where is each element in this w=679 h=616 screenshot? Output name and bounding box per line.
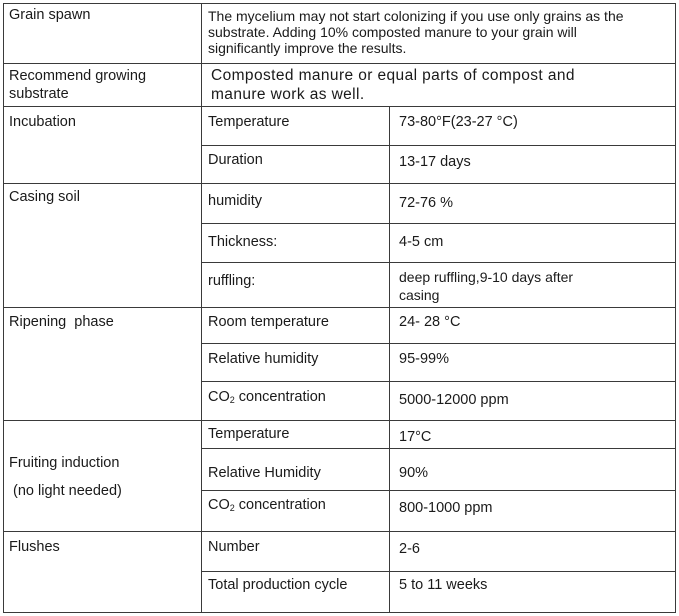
param-name: Temperature — [208, 426, 290, 442]
rule — [201, 381, 676, 382]
param-name: Relative Humidity — [208, 465, 321, 481]
rule — [3, 106, 676, 107]
param-name: Temperature — [208, 114, 290, 130]
substrate-text-line: manure work as well. — [211, 86, 365, 103]
param-value: 13-17 days — [399, 154, 471, 170]
param-name: ruffling: — [208, 273, 256, 289]
param-value: deep ruffling,9-10 days after — [399, 269, 574, 285]
substrate-text-line: Composted manure or equal parts of compost and — [211, 67, 575, 84]
rule-left — [3, 3, 4, 613]
param-value: 800-1000 ppm — [399, 500, 493, 516]
rule — [3, 531, 676, 532]
grain-spawn-text-line: substrate. Adding 10% composted manure to your grain will — [208, 24, 577, 40]
rule — [201, 223, 676, 224]
rule — [201, 571, 676, 572]
param-value: 95-99% — [399, 351, 449, 367]
param-value: 17°C — [399, 429, 432, 445]
row-label-grain-spawn: Grain spawn — [9, 7, 91, 23]
row-label-substrate: Recommend growing — [9, 68, 147, 84]
grain-spawn-text-line: The mycelium may not start colonizing if you use only grains as the — [208, 8, 624, 24]
param-value: 5000-12000 ppm — [399, 392, 509, 408]
rule-top — [3, 3, 676, 4]
param-name: Duration — [208, 152, 263, 168]
param-value: casing — [399, 287, 440, 303]
rule — [3, 307, 676, 308]
rule — [3, 183, 676, 184]
row-label-casing-soil: Casing soil — [9, 189, 80, 205]
param-value: 24- 28 °C — [399, 314, 461, 330]
rule — [201, 490, 676, 491]
rule — [201, 343, 676, 344]
row-label-ripening-phase: Ripening phase — [9, 314, 114, 330]
row-label-incubation: Incubation — [9, 114, 76, 130]
param-name: Room temperature — [208, 314, 329, 330]
param-name: Number — [208, 539, 260, 555]
param-name: $CO_2$ concentration — [208, 497, 326, 513]
rule — [3, 63, 676, 64]
param-value: 73-80°F(23-27 °C) — [399, 114, 518, 130]
rule — [3, 420, 676, 421]
param-value: 2-6 — [399, 541, 420, 557]
param-name: $CO_2$ concentration — [208, 389, 326, 405]
row-label-fruiting-induction: Fruiting induction — [9, 455, 120, 471]
param-value: 72-76 % — [399, 195, 454, 211]
rule — [201, 262, 676, 263]
row-label-flushes: Flushes — [9, 539, 60, 555]
param-value: 4-5 cm — [399, 234, 444, 250]
rule-bottom — [3, 612, 676, 613]
param-name: humidity — [208, 193, 262, 209]
param-value: 5 to 11 weeks — [399, 577, 488, 593]
row-label-substrate: substrate — [9, 86, 69, 102]
param-name: Thickness: — [208, 234, 278, 250]
param-name: Total production cycle — [208, 577, 348, 593]
row-label-fruiting-induction: (no light needed) — [9, 483, 122, 499]
rule — [201, 448, 676, 449]
rule-value-column — [389, 106, 390, 613]
rule-label-column — [201, 3, 202, 613]
rule-right — [675, 3, 676, 613]
grain-spawn-text-line: significantly improve the results. — [208, 40, 407, 56]
param-value: 90% — [399, 465, 429, 481]
param-name: Relative humidity — [208, 351, 319, 367]
rule — [201, 145, 676, 146]
